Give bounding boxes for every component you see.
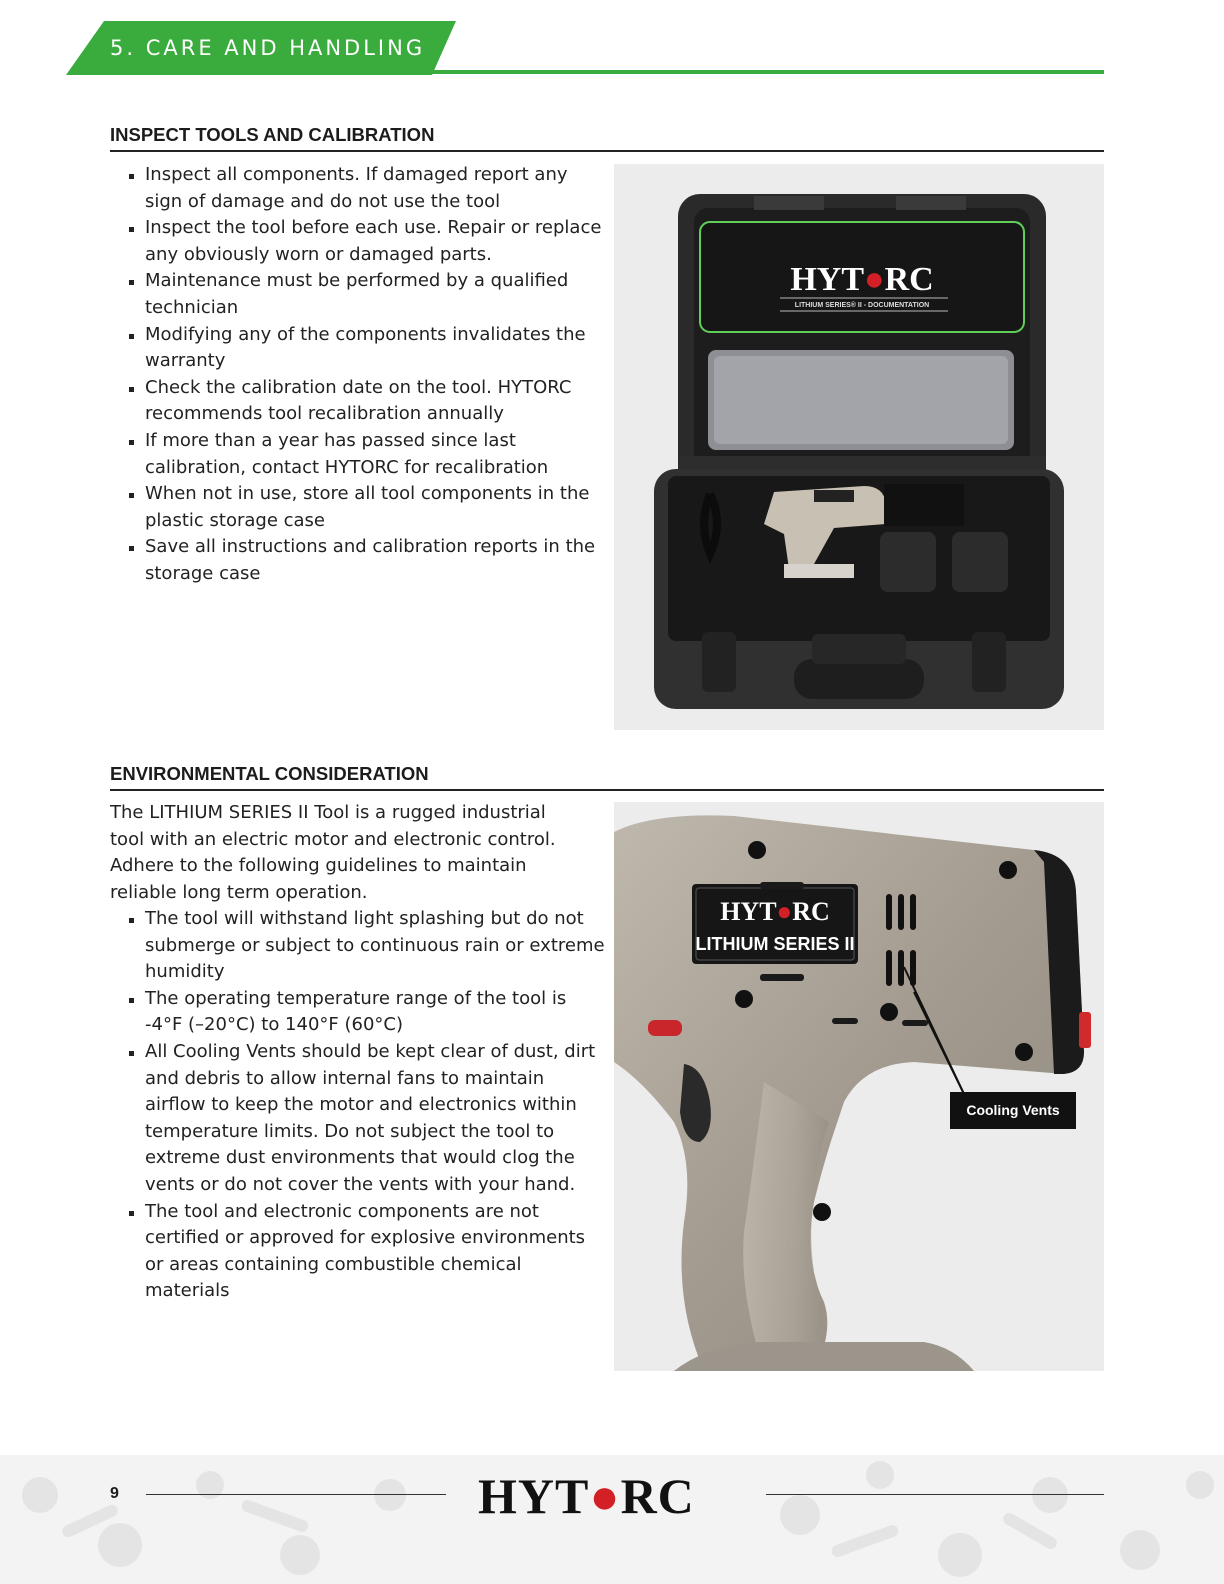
case-brand-logo: HYT●RC [790, 261, 934, 298]
page-number: 9 [110, 1485, 119, 1502]
tool-series-label: LITHIUM SERIES II [695, 934, 855, 954]
list-item: Check the calibration date on the tool. HYTORC recommends tool recalibration annually [110, 375, 605, 428]
list-item: All Cooling Vents should be kept clear of dust, dirt and debris to allow internal fans to maintain airflow to keep the motor and electronics within temperature limits. Do not subject the tool to extreme dust environments that would clog the vents or do not cover the vents with your hand. [110, 1039, 605, 1199]
environment-intro: The LITHIUM SERIES II Tool is a rugged industrial tool with an electric motor and electronic control. Adhere to the following guidelines to maintain reliable long term operation. [110, 802, 556, 903]
tool-brand-logo: HYT●RC [720, 897, 830, 926]
list-item: Inspect all components. If damaged report any sign of damage and do not use the tool [110, 162, 605, 215]
case-doc-label: LITHIUM SERIES® II - DOCUMENTATION [794, 302, 930, 309]
inspect-list [110, 162, 605, 588]
list-item: The operating temperature range of the tool is -4°F (–20°C) to 140°F (60°C) [110, 986, 605, 1039]
footer-brand-logo: HYT●RC [478, 1468, 695, 1524]
environment-list [110, 906, 605, 1305]
inspect-heading-text: INSPECT TOOLS AND CALIBRATION [110, 124, 435, 145]
footer-rule-right [766, 1494, 1104, 1495]
list-item: The tool will withstand light splashing but do not submerge or subject to continuous rain or extreme humidity [110, 906, 605, 986]
environment-heading [110, 763, 1104, 791]
list-item: When not in use, store all tool components in the plastic storage case [110, 481, 605, 534]
list-item: Inspect the tool before each use. Repair or replace any obviously worn or damaged parts. [110, 215, 605, 268]
environment-heading-text: ENVIRONMENTAL CONSIDERATION [110, 763, 429, 784]
list-item: Maintenance must be performed by a qualified technician [110, 268, 605, 321]
footer-rule-left [146, 1494, 446, 1495]
tool-photo [614, 802, 1104, 1371]
list-item: If more than a year has passed since last calibration, contact HYTORC for recalibration [110, 428, 605, 481]
cooling-vents-callout: Cooling Vents [966, 1102, 1060, 1118]
list-item: Modifying any of the components invalidates the warranty [110, 322, 605, 375]
inspect-heading [110, 124, 1104, 152]
list-item: The tool and electronic components are not certified or approved for explosive environments or areas containing combustible chemical materials [110, 1199, 605, 1305]
list-item: Save all instructions and calibration reports in the storage case [110, 534, 605, 587]
header-rule [430, 70, 1104, 74]
section-title: 5. CARE AND HANDLING [110, 36, 426, 60]
storage-case-photo [614, 164, 1104, 730]
